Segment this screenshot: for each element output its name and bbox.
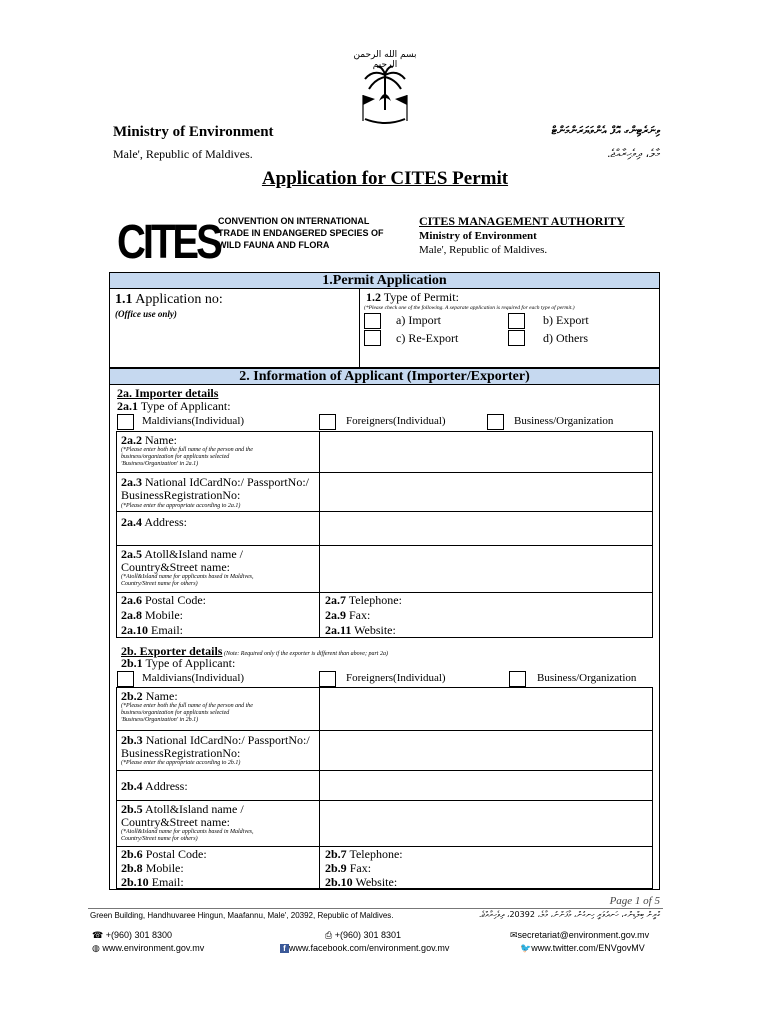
authority-ministry: Ministry of Environment <box>419 230 537 242</box>
ministry-address-en: Male', Republic of Maldives. <box>113 147 253 161</box>
facebook-icon: f <box>280 944 289 953</box>
footer-web[interactable]: ◍ www.environment.gov.mv <box>92 943 205 953</box>
importer-fax-label[interactable]: 2a.9 Fax: <box>325 608 371 622</box>
exporter-label-foreigner: Foreigners(Individual) <box>346 672 446 684</box>
fax-icon: ⎙ <box>325 930 333 940</box>
phone-icon: ☎ <box>92 930 104 940</box>
exporter-id-label: 2b.3 National IdCardNo:/ PassportNo:/ BusinessRegistrationNo: <box>121 733 310 760</box>
checkbox-others[interactable] <box>508 330 525 346</box>
exporter-checkbox-maldivian[interactable] <box>117 671 134 687</box>
importer-type-label: 2a.1 Type of Applicant: <box>117 399 231 413</box>
importer-atoll-label: 2a.5 Atoll&Island name / Country&Street name: <box>121 547 243 574</box>
globe-icon: ◍ <box>92 943 100 953</box>
footer-phone: ☎ +(960) 301 8300 <box>92 930 173 940</box>
ministry-name-en: Ministry of Environment <box>113 124 274 140</box>
label-import: a) Import <box>396 313 441 327</box>
footer-address: Green Building, Handhuvaree Hingun, Maafannu, Male', 20392, Republic of Maldives. <box>90 911 394 920</box>
importer-checkbox-business[interactable] <box>487 414 504 430</box>
footer-twitter[interactable]: 🐦www.twitter.com/ENVgovMV <box>520 943 645 953</box>
ministry-name-dv: ވިނަރެޓިންގ އޮފް އެންވަޔަރަންމަންޓް <box>551 124 660 137</box>
checkbox-reexport[interactable] <box>364 330 381 346</box>
email-icon: ✉ <box>510 930 518 940</box>
importer-telephone-label[interactable]: 2a.7 Telephone: <box>325 593 402 607</box>
page-title: Application for CITES Permit <box>261 168 509 189</box>
importer-mobile-label[interactable]: 2a.8 Mobile: <box>121 608 183 622</box>
ministry-address-dv: މާލެ، ދިވެހިރާއްޖެ. <box>606 147 660 160</box>
exporter-atoll-label: 2b.5 Atoll&Island name / Country&Street name: <box>121 802 244 829</box>
importer-checkbox-foreigner[interactable] <box>319 414 336 430</box>
importer-checkbox-maldivian[interactable] <box>117 414 134 430</box>
label-export: b) Export <box>543 313 589 327</box>
section2-header: 2. Information of Applicant (Importer/Exporter) <box>109 368 660 385</box>
exporter-name-field[interactable] <box>320 688 652 730</box>
importer-atoll-field[interactable] <box>320 546 652 592</box>
importer-atoll-note: (*Atoll&Island name for applicants based in Maldives, Country/Street name for others) <box>121 574 254 587</box>
exporter-mobile-label[interactable]: 2b.8 Mobile: <box>121 861 184 875</box>
exporter-id-note: (*Please enter the appropriate according to 2b.1) <box>121 760 241 766</box>
importer-label-foreigner: Foreigners(Individual) <box>346 415 446 427</box>
importer-name-label: 2a.2 Name: <box>121 433 177 447</box>
app-no-label: 1.1 Application no: <box>115 292 223 307</box>
exporter-address-label: 2b.4 Address: <box>121 779 188 793</box>
svg-text:CITES: CITES <box>117 215 220 269</box>
permit-type-label: 1.2 Type of Permit: <box>366 290 459 304</box>
exporter-id-field[interactable] <box>320 731 652 770</box>
cites-logo <box>115 210 220 269</box>
permit-type-note: (*Please check one of the following. A separate application is required for each type of permit.) <box>364 305 575 311</box>
section1-header: 1.Permit Application <box>109 272 660 289</box>
importer-name-field[interactable] <box>320 432 652 472</box>
exporter-type-label: 2b.1 Type of Applicant: <box>121 656 236 670</box>
exporter-name-note: (*Please enter both the full name of the person and the business/organization for applicants selected 'Business/Organization' in 2b.1) <box>121 703 253 723</box>
checkbox-import[interactable] <box>364 313 381 329</box>
office-use-note: (Office use only) <box>115 309 177 319</box>
footer-address-dv: ގްރީން ބިލްޑިންގ، ހަނދުވަރީ ހިނގުން، މާފަންނު، މާލެ، 20392، ދިވެހިރާއްޖެ. <box>478 910 660 919</box>
authority-address: Male', Republic of Maldives. <box>419 244 548 256</box>
exporter-title: 2b. Exporter details (Note: Required only if the exporter is different than above; part 2a) <box>121 644 388 658</box>
importer-address-field[interactable] <box>320 512 652 545</box>
authority-title: CITES MANAGEMENT AUTHORITY <box>419 214 625 228</box>
page-number: Page 1 of 5 <box>609 895 660 907</box>
importer-website-label[interactable]: 2a.11 Website: <box>325 623 396 637</box>
footer-email[interactable]: ✉secretariat@environment.gov.mv <box>510 930 650 940</box>
exporter-telephone-label[interactable]: 2b.7 Telephone: <box>325 847 403 861</box>
checkbox-export[interactable] <box>508 313 525 329</box>
convention-title: CONVENTION ON INTERNATIONAL TRADE IN ENDANGERED SPECIES OF WILD FAUNA AND FLORA <box>218 216 384 250</box>
importer-id-note: (*Please enter the appropriate according to 2a.1) <box>121 503 241 509</box>
exporter-name-label: 2b.2 Name: <box>121 689 178 703</box>
footer-fax: ⎙ +(960) 301 8301 <box>325 930 402 940</box>
bismillah-calligraphy: بسم الله الرحمن الرحيم <box>353 50 417 70</box>
exporter-email-label[interactable]: 2b.10 Email: <box>121 875 184 889</box>
footer-facebook[interactable]: f www.facebook.com/environment.gov.mv <box>280 943 449 953</box>
label-reexport: c) Re-Export <box>396 331 459 345</box>
importer-id-field[interactable] <box>320 473 652 511</box>
exporter-checkbox-business[interactable] <box>509 671 526 687</box>
exporter-label-business: Business/Organization <box>537 672 637 684</box>
importer-postal-label[interactable]: 2a.6 Postal Code: <box>121 593 207 607</box>
exporter-label-maldivian: Maldivians(Individual) <box>142 672 245 684</box>
exporter-checkbox-foreigner[interactable] <box>319 671 336 687</box>
label-others: d) Others <box>543 331 588 345</box>
importer-id-label: 2a.3 National IdCardNo:/ PassportNo:/ BusinessRegistrationNo: <box>121 475 309 502</box>
importer-title: 2a. Importer details <box>117 386 219 400</box>
importer-label-business: Business/Organization <box>514 415 614 427</box>
exporter-website-label[interactable]: 2b.10 Website: <box>325 875 398 889</box>
twitter-icon: 🐦 <box>520 943 532 953</box>
importer-email-label[interactable]: 2a.10 Email: <box>121 623 183 637</box>
importer-label-maldivian: Maldivians(Individual) <box>142 415 245 427</box>
state-emblem <box>355 65 415 127</box>
exporter-address-field[interactable] <box>320 771 652 800</box>
importer-address-label: 2a.4 Address: <box>121 515 187 529</box>
exporter-fax-label[interactable]: 2b.9 Fax: <box>325 861 372 875</box>
exporter-atoll-note: (*Atoll&Island name for applicants based in Maldives, Country/Street name for others) <box>121 829 254 842</box>
exporter-postal-label[interactable]: 2b.6 Postal Code: <box>121 847 207 861</box>
exporter-atoll-field[interactable] <box>320 801 652 846</box>
importer-name-note: (*Please enter both the full name of the person and the business/organization for applicants selected 'Business/Organization' in 2a.1) <box>121 447 253 467</box>
